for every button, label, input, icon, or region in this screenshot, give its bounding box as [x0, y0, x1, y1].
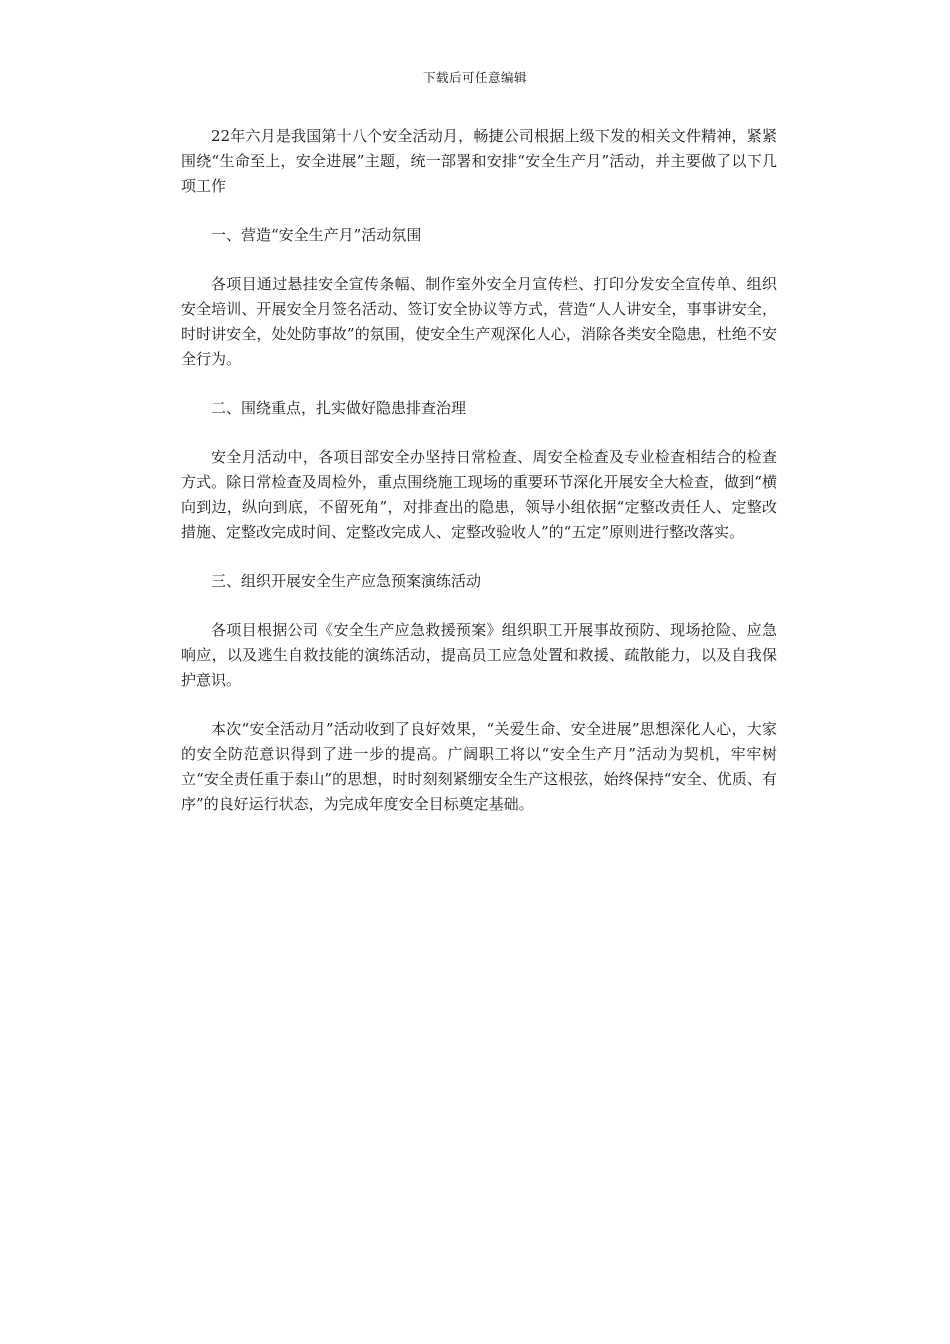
section-1-paragraph: 各项目通过悬挂安全宣传条幅、制作室外安全月宣传栏、打印分发安全宣传单、组织安全培训、开展安全月签名活动、签订安全协议等方式，营造“人人讲安全，事事讲安全，时时讲安全，处处防事故”的氛围，使安全生产观深化人心，消除各类安全隐患，杜绝不安全行为。: [181, 275, 777, 368]
section-3-paragraph: 各项目根据公司《安全生产应急救援预案》组织职工开展事故预防、现场抢险、应急响应，以及逃生自救技能的演练活动，提高员工应急处置和救援、疏散能力，以及自我保护意识。: [181, 621, 777, 689]
section-heading-1: 一、营造“安全生产月”活动氛围: [211, 226, 422, 244]
intro-paragraph: 22年六月是我国第十八个安全活动月，畅捷公司根据上级下发的相关文件精神，紧紧围绕“生命至上，安全进展”主题，统一部署和安排“安全生产月”活动，并主要做了以下几项工作: [181, 127, 777, 195]
section-heading-2: 二、围绕重点，扎实做好隐患排查治理: [211, 399, 467, 417]
section-2-paragraph: 安全月活动中，各项目部安全办坚持日常检查、周安全检查及专业检查相结合的检查方式。除日常检查及周检外，重点围绕施工现场的重要环节深化开展安全大检查，做到“横向到边，纵向到底，不留死角”，对排查出的隐患，领导小组依据“定整改责任人、定整改措施、定整改完成时间、定整改完成人、定整改验收人”的“五定”原则进行整改落实。: [181, 448, 777, 541]
document-body: [181, 124, 777, 841]
header-note: 下载后可任意编辑: [422, 70, 527, 85]
conclusion-paragraph: 本次“安全活动月”活动收到了良好效果，“关爱生命、安全进展”思想深化人心，大家的安全防范意识得到了进一步的提高。广阔职工将以“安全生产月”活动为契机，牢牢树立“安全责任重于泰山”的思想，时时刻刻紧绷安全生产这根弦，始终保持“安全、优质、有序”的良好运行状态，为完成年度安全目标奠定基础。: [181, 720, 777, 813]
section-heading-3: 三、组织开展安全生产应急预案演练活动: [211, 572, 482, 590]
